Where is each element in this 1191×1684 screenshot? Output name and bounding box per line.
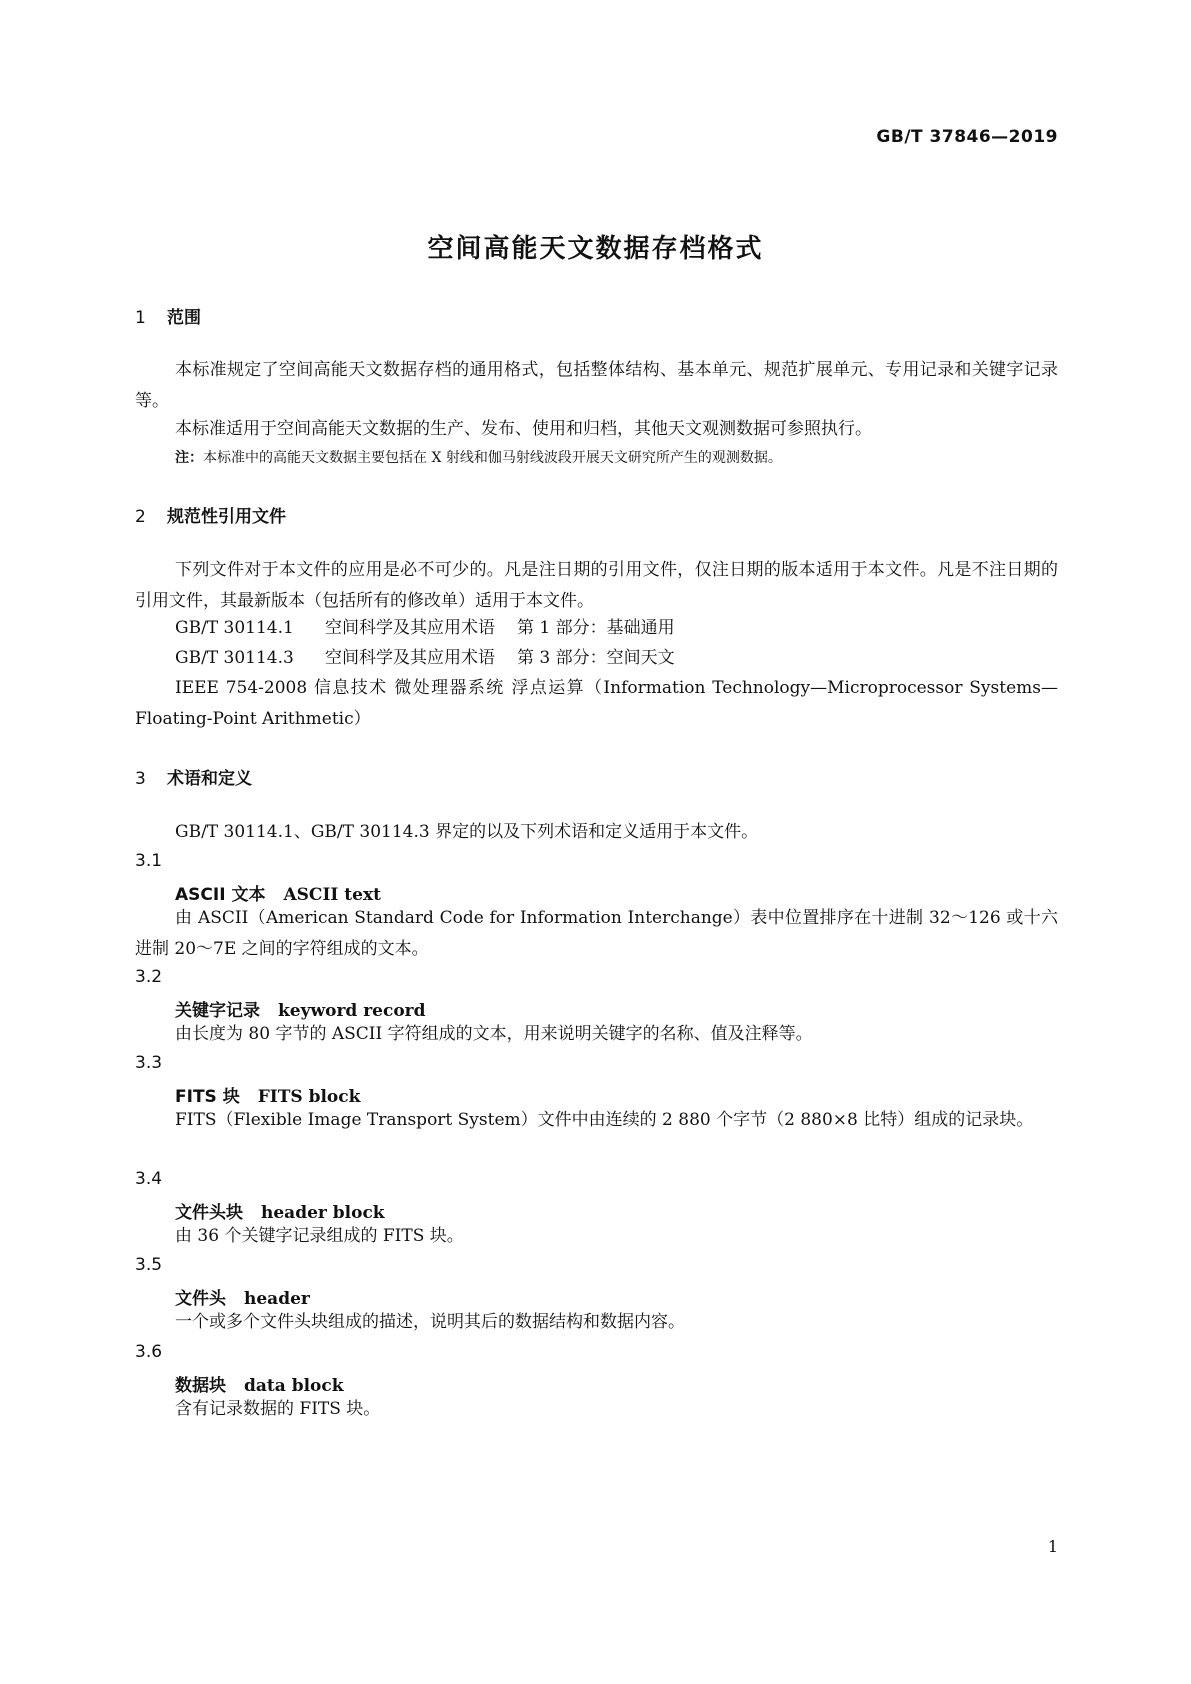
standard-code: GB/T 37846—2019 xyxy=(876,127,1058,147)
term-zh: FITS 块 xyxy=(175,1087,240,1107)
section-title: 术语和定义 xyxy=(167,769,252,789)
reference-title: 空间科学及其应用术语 xyxy=(325,648,495,668)
reference-item xyxy=(175,613,675,644)
term-en: data block xyxy=(244,1376,344,1396)
ieee-reference: IEEE 754-2008 信息技术 微处理器系统 浮点运算（Information Technology—Microprocessor Systems—Floating-Point Arithmetic） xyxy=(135,678,1058,729)
term-number: 3.5 xyxy=(135,1255,163,1275)
document-title: 空间高能天文数据存档格式 xyxy=(427,234,764,264)
term-heading xyxy=(175,880,381,905)
note-text: 本标准中的高能天文数据主要包括在 X 射线和伽马射线波段开展天文研究所产生的观测数据。 xyxy=(203,450,782,466)
term-definition: 含有记录数据的 FITS 块。 xyxy=(175,1399,381,1419)
term-definition: 一个或多个文件头块组成的描述，说明其后的数据结构和数据内容。 xyxy=(175,1312,685,1332)
section-title: 规范性引用文件 xyxy=(167,507,286,527)
term-number: 3.6 xyxy=(135,1342,163,1362)
term-heading xyxy=(175,1082,360,1107)
term-zh: 文件头块 xyxy=(175,1203,243,1223)
term-zh: 数据块 xyxy=(175,1376,226,1396)
term-heading xyxy=(175,1198,385,1223)
term-en: ASCII text xyxy=(283,885,381,905)
reference-part: 第 1 部分：基础通用 xyxy=(517,618,675,638)
term-number: 3.2 xyxy=(135,967,163,987)
reference-code: GB/T 30114.3 xyxy=(175,648,294,668)
term-number: 3.1 xyxy=(135,851,163,871)
term-en: FITS block xyxy=(257,1087,361,1107)
term-zh: 关键字记录 xyxy=(175,1001,260,1021)
scope-paragraph-1: 本标准规定了空间高能天文数据存档的通用格式，包括整体结构、基本单元、规范扩展单元、专用记录和关键字记录等。 xyxy=(135,360,1058,411)
term-definition: 由 ASCII（American Standard Code for Information Interchange）表中位置排序在十进制 32～126 或十六进制 20～7E 之间的字符组成的文本。 xyxy=(135,908,1058,959)
term-definition: 由 36 个关键字记录组成的 FITS 块。 xyxy=(175,1226,464,1246)
scope-note xyxy=(175,446,782,470)
term-en: keyword record xyxy=(278,1001,426,1021)
term-en: header block xyxy=(261,1203,385,1223)
term-definition: 由长度为 80 字节的 ASCII 字符组成的文本，用来说明关键字的名称、值及注释等。 xyxy=(175,1024,813,1044)
reference-title: 空间科学及其应用术语 xyxy=(325,618,495,638)
section-number: 3 xyxy=(135,769,146,789)
terms-intro: GB/T 30114.1、GB/T 30114.3 界定的以及下列术语和定义适用于本文件。 xyxy=(175,822,759,842)
note-label: 注： xyxy=(175,450,203,466)
scope-paragraph-2: 本标准适用于空间高能天文数据的生产、发布、使用和归档，其他天文观测数据可参照执行。 xyxy=(175,419,872,439)
section-number: 2 xyxy=(135,507,146,527)
term-number: 3.4 xyxy=(135,1169,163,1189)
section-1-heading xyxy=(135,303,201,328)
term-zh: 文件头 xyxy=(175,1289,226,1309)
term-definition: FITS（Flexible Image Transport System）文件中由连续的 2 880 个字节（2 880×8 比特）组成的记录块。 xyxy=(175,1110,1034,1130)
reference-item xyxy=(175,643,675,674)
term-number: 3.3 xyxy=(135,1053,163,1073)
normative-references-paragraph: 下列文件对于本文件的应用是必不可少的。凡是注日期的引用文件，仅注日期的版本适用于本文件。凡是不注日期的引用文件，其最新版本（包括所有的修改单）适用于本文件。 xyxy=(135,560,1058,611)
reference-code: GB/T 30114.1 xyxy=(175,618,294,638)
section-title: 范围 xyxy=(167,308,201,328)
reference-part: 第 3 部分：空间天文 xyxy=(517,648,675,668)
term-zh: ASCII 文本 xyxy=(175,885,266,905)
page-number: 1 xyxy=(1047,1537,1058,1556)
term-heading xyxy=(175,1284,310,1309)
section-2-heading xyxy=(135,502,286,527)
term-en: header xyxy=(244,1289,310,1309)
section-3-heading xyxy=(135,764,252,789)
section-number: 1 xyxy=(135,308,146,328)
term-heading xyxy=(175,1371,344,1396)
term-heading xyxy=(175,996,426,1021)
